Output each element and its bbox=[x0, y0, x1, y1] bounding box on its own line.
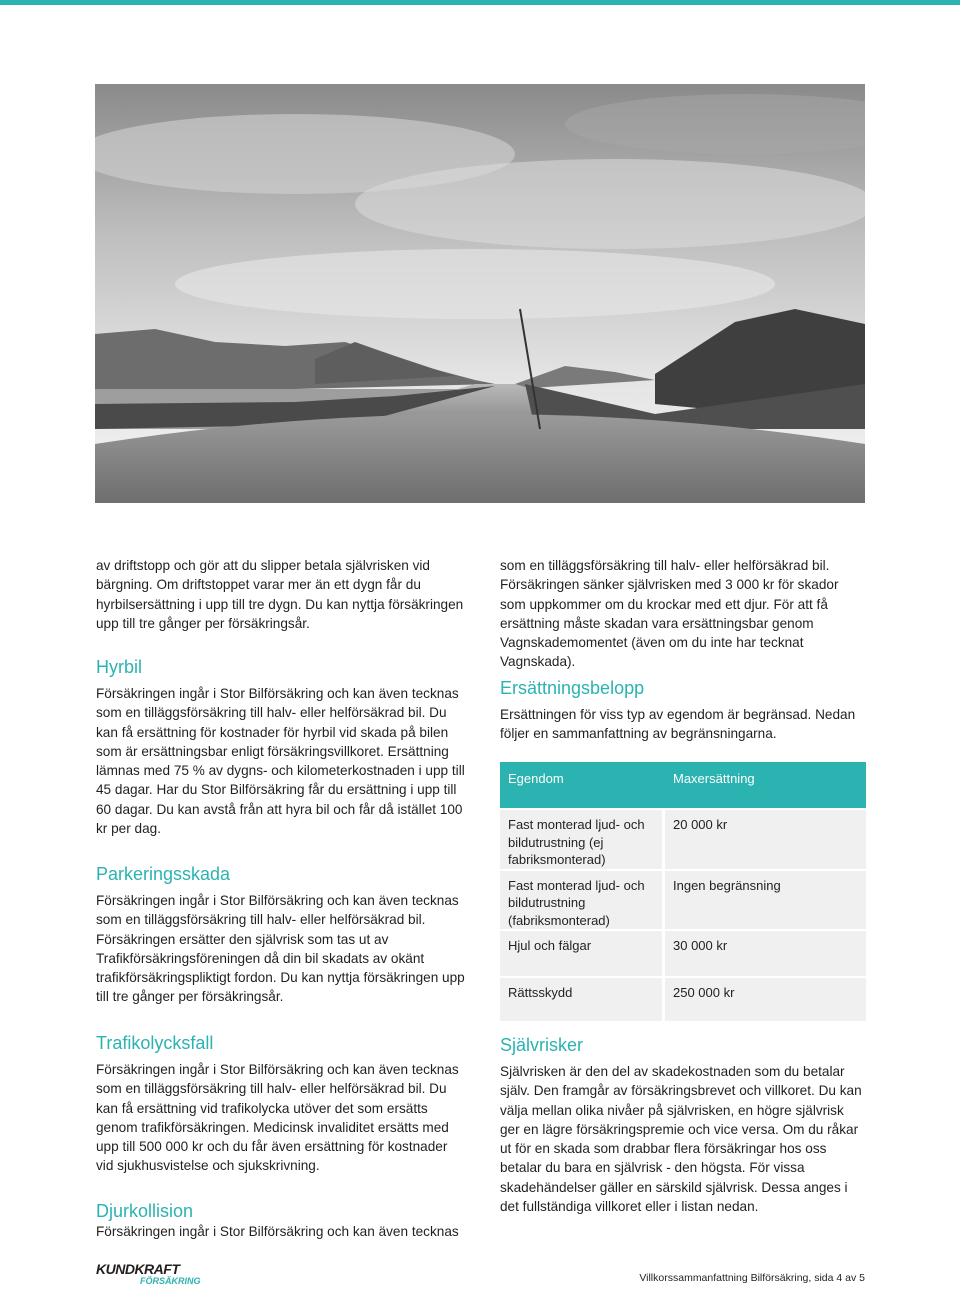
intro-paragraph: av driftstopp och gör att du slipper betala självrisken vid bärgning. Om driftstoppet varar mer än ett dygn får du hyrbilsersättning i upp till tre dygn. Du kan nyttja försäkringen upp till tre gånger per försäkringsår. bbox=[96, 558, 464, 631]
section-sjalvrisker bbox=[500, 1034, 866, 1216]
table-cell: 30 000 kr bbox=[665, 929, 866, 976]
table-row bbox=[500, 929, 866, 976]
heading-sjalvrisker: Självrisker bbox=[500, 1035, 584, 1055]
heading-ersattningsbelopp: Ersättningsbelopp bbox=[500, 678, 645, 698]
text-djurkollision-continued: som en tilläggsförsäkring till halv- eller helförsäkrad bil. Försäkringen sänker självrisken med 3 000 kr för skador som uppkommer om du krockar med ett djur. För att få ersättning måste skadan vara ersättningsbar genom Vagnskademomentet (även om du inte har tecknat Vagnskada). bbox=[500, 558, 839, 670]
header-egendom: Egendom bbox=[500, 762, 665, 808]
heading-parkeringsskada: Parkeringsskada bbox=[96, 864, 231, 884]
text-hyrbil: Försäkringen ingår i Stor Bilförsäkring och kan även tecknas som en tilläggsförsäkring till halv- eller helförsäkrad bil. Du kan få ersättning för kostnader för hyrbil vid skada på bilen som är ersättningsbar enligt försäkringsvillkoret. Ersättning lämnas med 75 % av dygns- och kilometerkostnaden i upp till 45 dagar. Har du Stor Bilförsäkring får du ersättning i upp till 60 dagar. Du kan avstå från att hyra bil och får då istället 100 kr per dag. bbox=[96, 686, 465, 837]
heading-hyrbil: Hyrbil bbox=[96, 657, 143, 677]
text-ersattningsbelopp: Ersättningen för viss typ av egendom är begränsad. Nedan följer en sammanfattning av begränsningarna. bbox=[500, 707, 856, 742]
table-row bbox=[500, 869, 866, 930]
left-column bbox=[96, 556, 466, 633]
text-trafikolycksfall: Försäkringen ingår i Stor Bilförsäkring och kan även tecknas som en tilläggsförsäkring till halv- eller helförsäkrad bil. Du kan få ersättning vid trafikolycka utöver det som ersätts genom trafikförsäkringen. Medicinsk invaliditet ersätts med upp till 500 000 kr och du får även ersättning för kostnader vid sjukhusvistelse och sjukskrivning. bbox=[96, 1062, 459, 1174]
page-footer: Villkorssammanfattning Bilförsäkring, sida 4 av 5 bbox=[639, 1272, 865, 1284]
table-row bbox=[500, 808, 866, 869]
heading-djurkollision: Djurkollision bbox=[96, 1201, 194, 1221]
section-ersattningsbelopp bbox=[500, 677, 866, 744]
table-cell: Fast monterad ljud- och bildutrustning (ej fabriksmonterad) bbox=[500, 808, 665, 869]
header-maxersattning: Maxersättning bbox=[665, 762, 866, 808]
right-intro bbox=[500, 556, 866, 672]
table-cell: 20 000 kr bbox=[665, 808, 866, 869]
top-accent-bar bbox=[0, 0, 960, 5]
table-cell: Fast monterad ljud- och bildutrustning (fabriksmonterad) bbox=[500, 869, 665, 930]
table-cell: Rättsskydd bbox=[500, 976, 665, 1021]
heading-trafikolycksfall: Trafikolycksfall bbox=[96, 1033, 214, 1053]
section-hyrbil bbox=[96, 656, 466, 838]
section-djurkollision bbox=[96, 1200, 466, 1241]
compensation-table bbox=[500, 762, 866, 1021]
table-cell: Ingen begränsning bbox=[665, 869, 866, 930]
text-djurkollision: Försäkringen ingår i Stor Bilförsäkring och kan även tecknas bbox=[96, 1224, 459, 1239]
text-sjalvrisker: Självrisken är den del av skadekostnaden som du betalar själv. Den framgår av försäkringsbrevet och villkoret. Du kan välja mellan olika nivåer på självrisken, en högre självrisk ger en lägre försäkringspremie och vice versa. Om du råkar ut för en skada som drabbar flera försäkringar hos oss betalar du bara en självrisk - den högsta. För vissa skadehändelser gäller en särskild självrisk. Dessa anges i det fullständiga villkoret eller i listan nedan. bbox=[500, 1064, 862, 1215]
table-header-row bbox=[500, 762, 866, 808]
table-cell: 250 000 kr bbox=[665, 976, 866, 1021]
section-parkeringsskada bbox=[96, 863, 466, 1007]
logo-wordmark: KUNDKRAFT bbox=[96, 1261, 180, 1277]
kundkraft-logo bbox=[96, 1262, 201, 1286]
landscape-road-photo bbox=[95, 84, 865, 503]
logo-subtitle: FÖRSÄKRING bbox=[140, 1276, 201, 1286]
table-cell: Hjul och fälgar bbox=[500, 929, 665, 976]
text-parkeringsskada: Försäkringen ingår i Stor Bilförsäkring och kan även tecknas som en tilläggsförsäkring till halv- eller helförsäkrad bil. Försäkringen ersätter den självrisk som tas ut av Trafikförsäkringsföreningen då din bil skadats av okänt trafikförsäkringspliktigt fordon. Du kan nyttja försäkringen upp till tre gånger per försäkringsår. bbox=[96, 893, 465, 1005]
section-trafikolycksfall bbox=[96, 1032, 466, 1176]
table-row bbox=[500, 976, 866, 1021]
